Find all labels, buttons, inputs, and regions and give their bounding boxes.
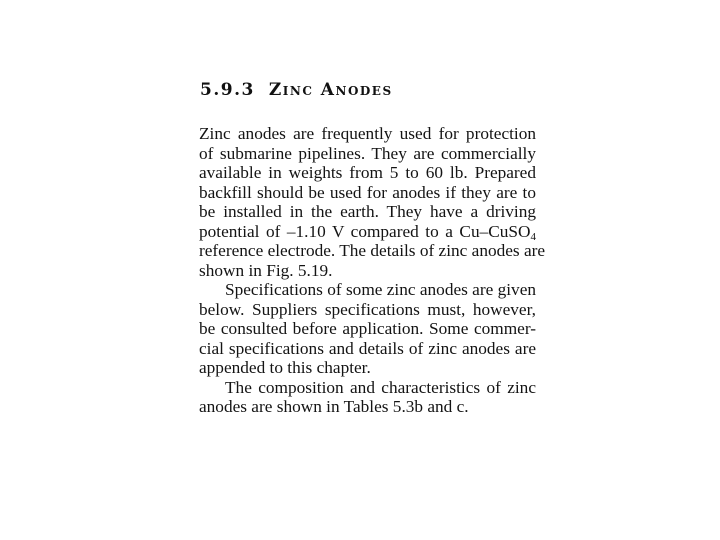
paragraph (199, 280, 536, 378)
text-line: be installed in the earth. They have a driving (199, 202, 536, 221)
text-line: appended to this chapter. (199, 358, 371, 377)
paragraph (199, 378, 536, 417)
body-text (199, 124, 546, 417)
text-line: available in weights from 5 to 60 lb. Prepared (199, 163, 536, 182)
section-title: Zinc Anodes (268, 80, 393, 100)
text-line: below. Suppliers specifications must, however, (199, 299, 536, 319)
text-line: Zinc anodes are frequently used for protection (199, 124, 536, 143)
text-line: backfill should be used for anodes if they are to (199, 182, 536, 202)
text-line: shown in Fig. 5.19. (199, 260, 333, 280)
paragraph (199, 124, 546, 280)
text-line (199, 222, 536, 242)
section-number: 5.9.3 (200, 80, 255, 100)
subscript: 4 (530, 230, 536, 243)
text-line-content: potential of –1.10 V compared to a Cu–CuSO (199, 221, 531, 241)
text-line: Specifications of some zinc anodes are given (225, 280, 536, 299)
text-line: reference electrode. The details of zinc anodes are (199, 241, 546, 260)
section-heading (200, 80, 540, 100)
text-line: of submarine pipelines. They are commercially (199, 143, 536, 163)
text-line: cial specifications and details of zinc anodes are (199, 338, 536, 358)
text-line: The composition and characteristics of zinc (225, 377, 536, 397)
text-line: be consulted before application. Some commer- (199, 319, 536, 338)
text-line: anodes are shown in Tables 5.3b and c. (199, 397, 469, 416)
